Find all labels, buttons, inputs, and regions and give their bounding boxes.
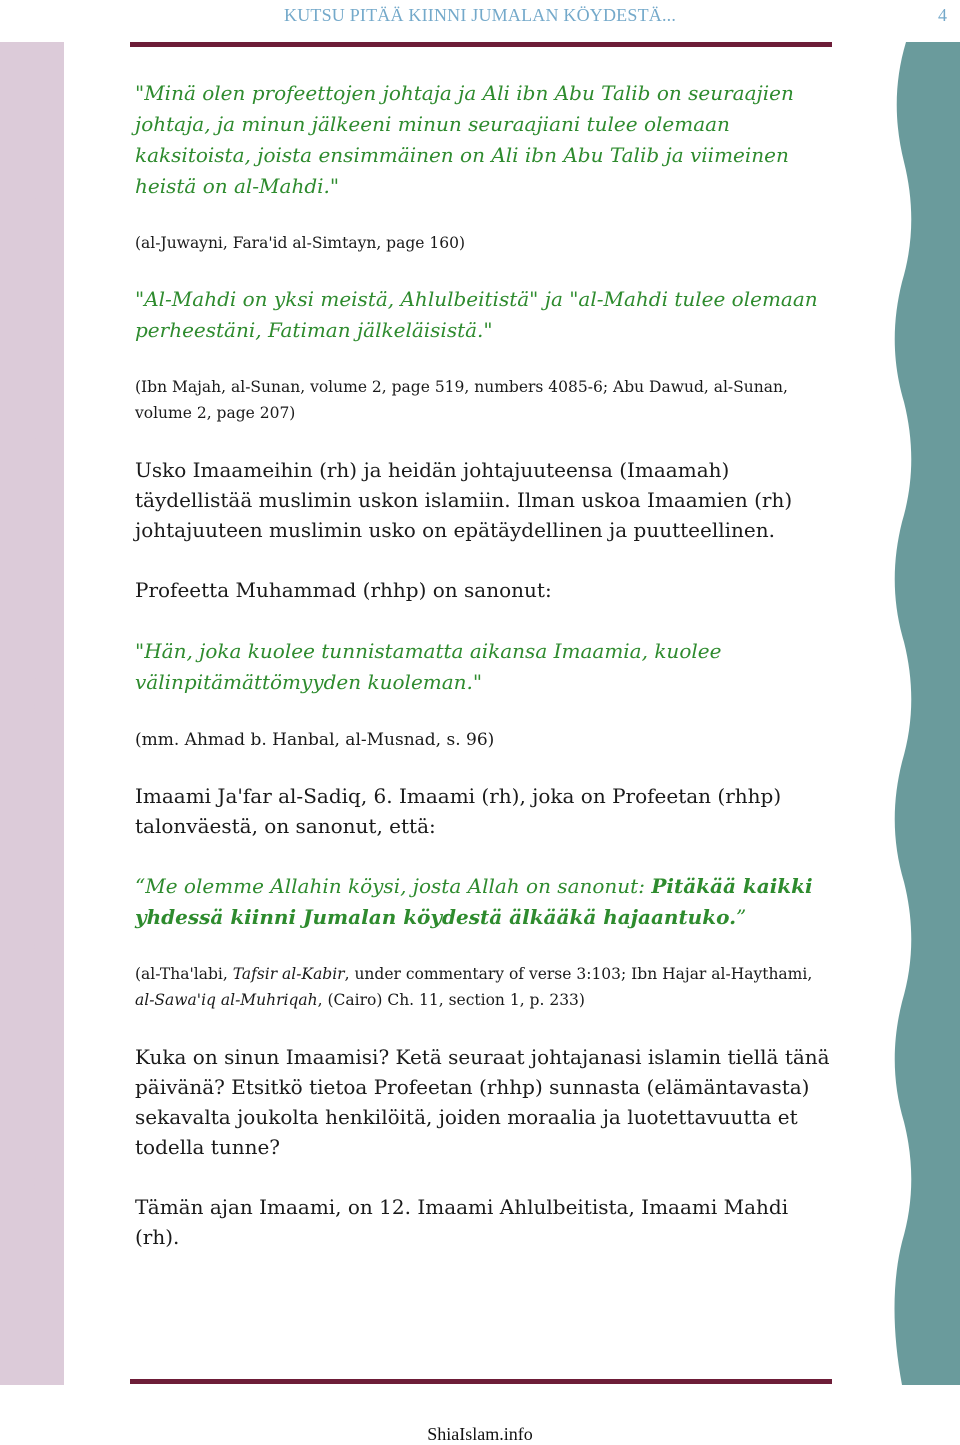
paragraph-imaamah: Usko Imaameihin (rh) ja heidän johtajuuteensa (Imaamah) täydellistää muslimin uskon islamiin. Ilman uskoa Imaamien (rh) johtajuuteen muslimin usko on epätäydellinen ja puutteellinen.	[135, 458, 793, 542]
page-number: 4	[938, 5, 947, 25]
citation-thalabi-part1: (al-Tha'labi,	[135, 965, 233, 983]
right-wavy-edge	[894, 42, 960, 1385]
quote-rope-intro: “Me olemme Allahin köysi, josta Allah on sanonut:	[135, 874, 652, 898]
left-wavy-edge	[0, 42, 64, 1385]
paragraph-jafar-sadiq: Imaami Ja'far al-Sadiq, 6. Imaami (rh), joka on Profeetan (rhhp) talonväestä, on sanonut, että:	[135, 784, 782, 838]
quote-know-imam: "Hän, joka kuolee tunnistamatta aikansa Imaamia, kuolee välinpitämättömyyden kuoleman."	[135, 639, 722, 694]
top-rule	[130, 42, 832, 47]
quote-rope-of-allah	[135, 871, 835, 933]
citation-ahmad-hanbal: (mm. Ahmad b. Hanbal, al-Musnad, s. 96)	[135, 730, 495, 750]
citation-tafsir-title: Tafsir al-Kabir	[232, 965, 345, 983]
right-decorative-band	[894, 42, 960, 1385]
citation-ibn-majah: (Ibn Majah, al-Sunan, volume 2, page 519, numbers 4085-6; Abu Dawud, al-Sunan, volume 2, page 207)	[135, 378, 788, 422]
citation-thalabi-part2: , under commentary of verse 3:103; Ibn Hajar al-Haythami,	[344, 965, 813, 983]
running-header-title: KUTSU PITÄÄ KIINNI JUMALAN KÖYDESTÄ...	[284, 5, 677, 25]
paragraph-imam-mahdi: Tämän ajan Imaami, on 12. Imaami Ahlulbeitista, Imaami Mahdi (rh).	[135, 1195, 789, 1249]
citation-sawaiq-title: al-Sawa'iq al-Muhriqah	[135, 991, 318, 1009]
footer-site-name: ShiaIslam.info	[427, 1424, 533, 1444]
quote-mahdi-twelve: "Minä olen profeettojen johtaja ja Ali ibn Abu Talib on seuraajien johtaja, ja minun jälkeeni minun seuraajiani tulee olemaan kaksitoista, joista ensimmäinen on Ali ibn Abu Talib ja viimeinen heistä on al-Mahdi."	[135, 81, 794, 198]
citation-thalabi-part3: , (Cairo) Ch. 11, section 1, p. 233)	[317, 991, 585, 1009]
quote-rope-end: ”	[736, 905, 747, 929]
citation-thalabi	[135, 961, 835, 1013]
left-decorative-band	[0, 42, 64, 1385]
bottom-rule	[130, 1379, 832, 1384]
citation-juwayni: (al-Juwayni, Fara'id al-Simtayn, page 160)	[135, 234, 465, 252]
paragraph-who-is-your-imam: Kuka on sinun Imaamisi? Ketä seuraat johtajanasi islamin tiellä tänä päivänä? Etsitkö tietoa Profeetan (rhhp) sunnasta (elämäntavasta) sekavalta joukolta henkilöitä, joiden moraalia ja luotettavuutta et todella tunne?	[135, 1045, 830, 1159]
quote-rope-verse: Pitäkää kaikki yhdessä kiinni Jumalan köydestä älkääkä hajaantuko.	[135, 874, 813, 929]
quote-mahdi-ahlulbeit: "Al-Mahdi on yksi meistä, Ahlulbeitistä" ja "al-Mahdi tulee olemaan perheestäni, Fatiman jälkeläisistä."	[135, 287, 818, 342]
paragraph-prophet-said: Profeetta Muhammad (rhhp) on sanonut:	[135, 578, 552, 602]
